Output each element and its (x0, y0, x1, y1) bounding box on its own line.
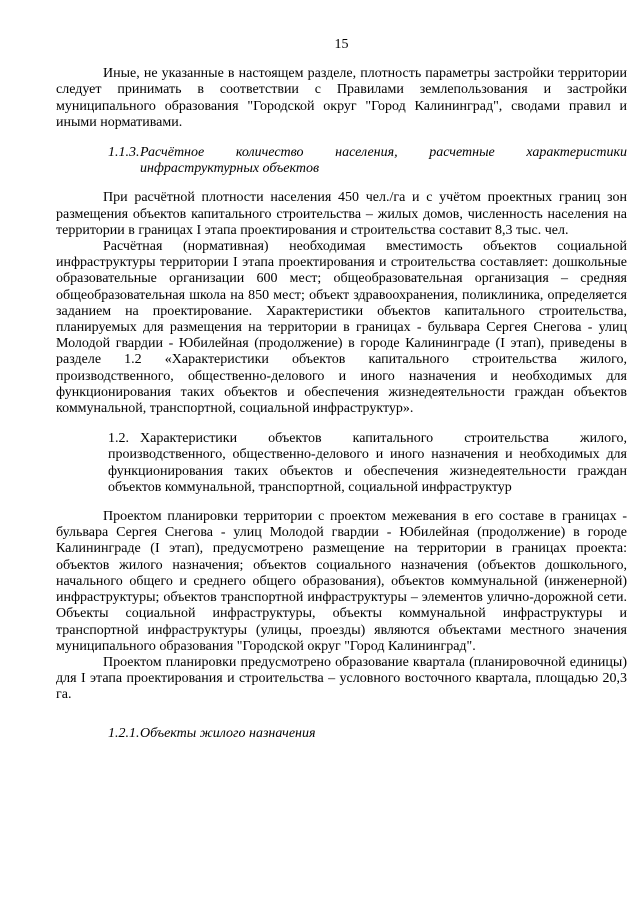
paragraph-other-parameters: Иные, не указанные в настоящем разделе, плотность параметры застройки территории следует принимать в соответствии с Правилами землепользования и застройки муниципального образования "Городской округ "Город Калининград", сводами правил и иными нормативами. (56, 66, 627, 130)
heading-text: Характеристики объектов капитального строительства жилого, производственного, общественно-делового и иного назначения и необходимых для функционирования таких объектов и обеспечения жизнедеятельности граждан объектов коммунальной, транспортной, социальной инфраструктур (108, 431, 627, 495)
section-heading-1-2 (108, 431, 627, 496)
paragraph-project-placement: Проектом планировки территории с проектом межевания в его составе в границах - бульвара Сергея Снегова - улиц Молодой гвардии - Юбилейная (продолжение) в городе Калининграде (I этап), предусмотрено размещение на территории в границах проекта: объектов жилого назначения; объектов социального назначения (объектов дошкольного, начального общего и среднего общего образования), объектов коммунальной (инженерной) инфраструктуры; объектов транспортной инфраструктуры – элементов улично-дорожной сети. Объекты социальной инфраструктуры, объекты коммунальной инфраструктуры и транспортной инфраструктуры (улицы, проезды) являются объектами местного значения муниципального образования "Городской округ "Город Калининград". (56, 509, 627, 654)
section-heading-1-2-1 (108, 726, 627, 742)
heading-number: 1.2. (108, 431, 129, 447)
heading-number: 1.1.3. (108, 145, 140, 161)
heading-text: Расчётное количество населения, расчетные характеристики инфраструктурных объектов (140, 145, 627, 177)
paragraph-quarter-formation: Проектом планировки предусмотрено образование квартала (планировочной единицы) для I этапа проектирования и строительства – условного восточного квартала, площадью 20,3 га. (56, 654, 627, 703)
heading-text: Объекты жилого назначения (140, 725, 316, 741)
section-heading-1-1-3 (108, 145, 627, 177)
paragraph-population-estimate: При расчётной плотности населения 450 чел./га и с учётом проектных границ зон размещения объектов капитального строительства – жилых домов, численность населения на территории в границах I этапа проектирования и строительства составит 8,3 тыс. чел. (56, 190, 627, 238)
paragraph-social-infrastructure-capacity: Расчётная (нормативная) необходимая вместимость объектов социальной инфраструктуры территории I этапа проектирования и строительства составляет: дошкольные образовательные организации 600 мест; общеобразовательная организация – средняя общеобразовательная школа на 850 мест; объект здравоохранения, поликлиника, определяется заданием на проектирование. Характеристики объектов капитального строительства, планируемых для размещения на территории в границах - бульвара Сергея Снегова - улиц Молодой гвардии - Юбилейная (продолжение) в городе Калининграде (I этап), приведены в разделе 1.2 «Характеристики объектов капитального строительства жилого, производственного, общественно-делового и иного назначения и необходимых для функционирования таких объектов и обеспечения жизнедеятельности граждан объектов коммунальной, транспортной, социальной инфраструктур». (56, 239, 627, 417)
page-number: 15 (334, 37, 349, 52)
heading-number: 1.2.1. (108, 725, 140, 741)
